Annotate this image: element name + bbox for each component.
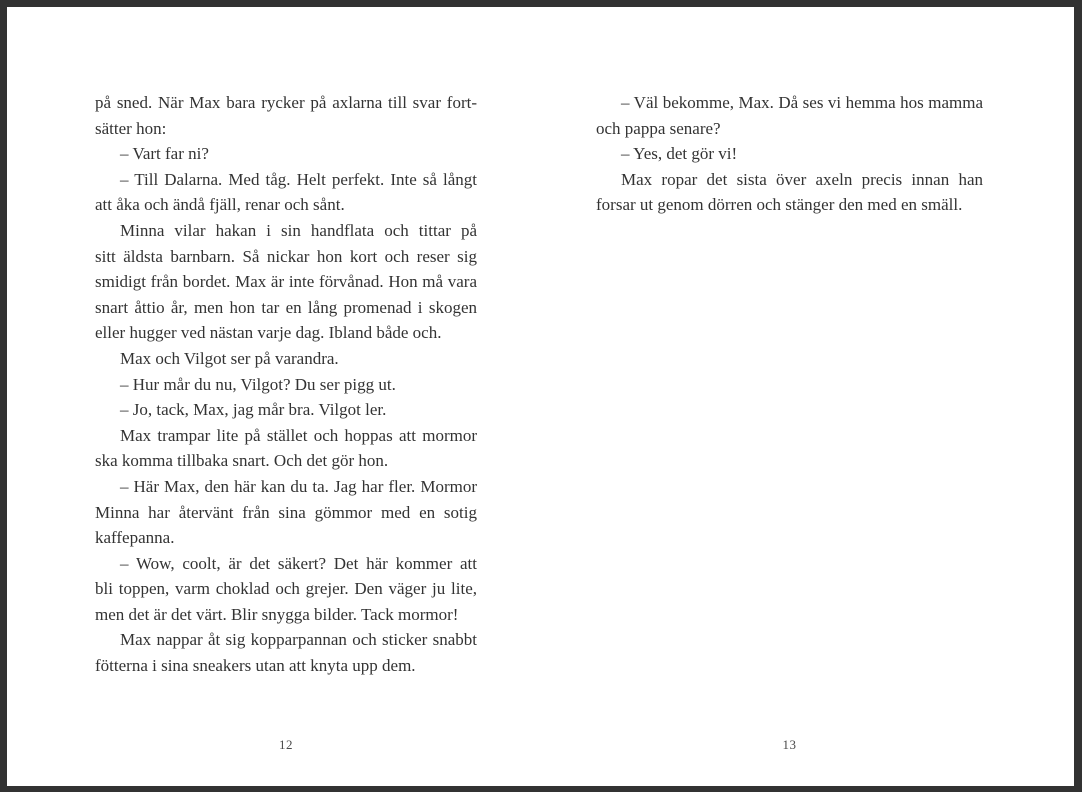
text-line: eller hugger ved nästan varje dag. Ibland både och. [95, 323, 442, 343]
text-line: – Jo, tack, Max, jag mår bra. Vilgot ler. [120, 400, 387, 420]
text-line: – Vart far ni? [120, 144, 209, 164]
text-line: Minna har återvänt från sina gömmor med en sotig [95, 502, 477, 522]
text-line: – Yes, det gör vi! [621, 144, 738, 164]
text-line: men det är det värt. Blir snygga bilder. Tack mormor! [95, 604, 459, 624]
paper [7, 7, 1074, 786]
text-line: och pappa senare? [596, 118, 721, 138]
page-right-text [596, 90, 983, 218]
text-line: – Här Max, den här kan du ta. Jag har fler. Mormor [120, 476, 477, 496]
text-line: smidigt från bordet. Max är inte förvånad. Hon må vara [95, 272, 477, 292]
text-line: snart åttio år, men hon tar en lång promenad i skogen [95, 297, 477, 317]
text-line: – Väl bekomme, Max. Då ses vi hemma hos mamma [621, 93, 983, 112]
text-line: bli toppen, varm choklad och grejer. Den väger ju lite, [95, 579, 477, 599]
text-line: Max ropar det sista över axeln precis innan han [621, 169, 983, 189]
text-line: Max nappar åt sig kopparpannan och sticker snabbt [120, 630, 477, 650]
text-line: Minna vilar hakan i sin handflata och tittar på [120, 220, 477, 240]
text-line: – Wow, coolt, är det säkert? Det här kommer att [120, 553, 477, 573]
page-left-text [95, 90, 477, 679]
text-line: sätter hon: [95, 118, 167, 138]
text-line: Max och Vilgot ser på varandra. [120, 348, 339, 368]
text-line: forsar ut genom dörren och stänger den med en smäll. [596, 195, 963, 215]
page-number-left: 12 [279, 737, 293, 752]
text-line: fötterna i sina sneakers utan att knyta upp dem. [95, 656, 416, 676]
text-line: på sned. När Max bara rycker på axlarna till svar fort- [95, 93, 477, 112]
text-line: – Hur mår du nu, Vilgot? Du ser pigg ut. [120, 374, 396, 394]
text-line: ska komma tillbaka snart. Och det gör hon. [95, 451, 389, 471]
text-line: sitt äldsta barnbarn. Så nickar hon kort och reser sig [95, 246, 477, 266]
page-number-right: 13 [782, 737, 797, 752]
text-line: Max trampar lite på stället och hoppas att mormor [120, 425, 477, 445]
text-line: att åka och ändå fjäll, renar och sånt. [95, 195, 345, 215]
text-line: – Till Dalarna. Med tåg. Helt perfekt. Inte så långt [120, 169, 477, 189]
text-line: kaffepanna. [95, 528, 175, 548]
